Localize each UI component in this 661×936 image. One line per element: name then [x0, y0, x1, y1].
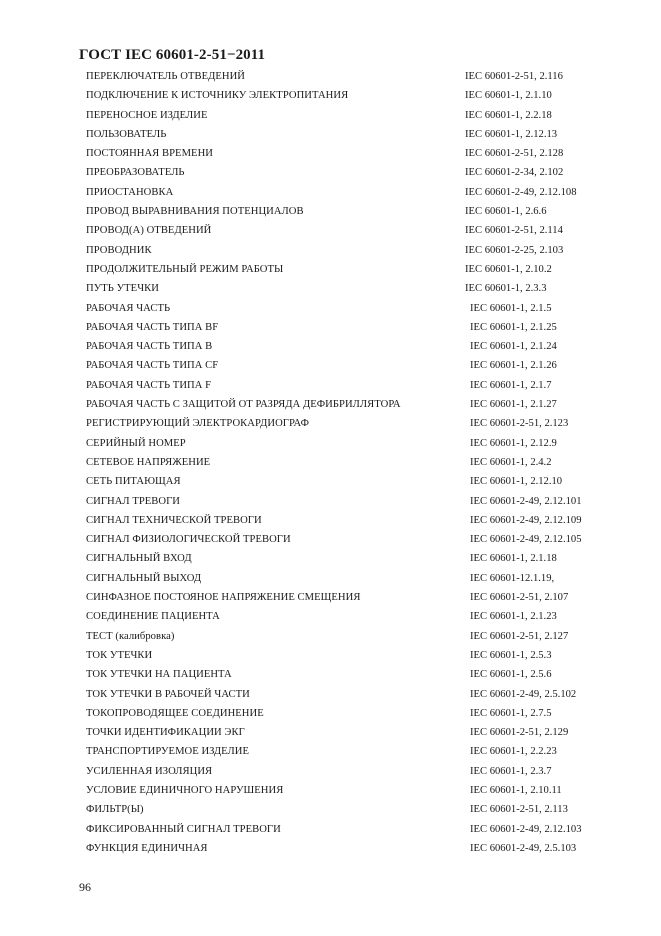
entry-reference: IEC 60601-1, 2.1.27 [470, 399, 557, 411]
entry-reference: IEC 60601-1, 2.12.13 [465, 128, 558, 140]
index-entry [0, 590, 661, 609]
index-entry [0, 629, 661, 648]
index-entry [0, 436, 661, 455]
entry-term: ФИЛЬТР(Ы) [86, 804, 144, 816]
entry-reference: IEC 60601-2-49, 2.12.108 [465, 186, 577, 198]
entry-reference: IEC 60601-1, 2.1.23 [470, 611, 557, 623]
entry-term: ПРОВОД ВЫРАВНИВАНИЯ ПОТЕНЦИАЛОВ [86, 206, 304, 218]
index-entry [0, 262, 661, 281]
entry-reference: IEC 60601-1, 2.10.11 [470, 784, 562, 796]
entry-reference: IEC 60601-2-34, 2.102 [465, 167, 564, 179]
entry-reference: IEC 60601-1, 2.1.10 [465, 90, 552, 102]
entry-reference: IEC 60601-1, 2.12.9 [470, 437, 557, 449]
page-number: 96 [79, 880, 91, 894]
index-entry [0, 551, 661, 570]
index-entry [0, 339, 661, 358]
index-entry [0, 455, 661, 474]
entry-reference: IEC 60601-2-51, 2.113 [470, 804, 568, 816]
entry-reference: IEC 60601-2-49, 2.12.109 [470, 514, 582, 526]
entry-reference: IEC 60601-2-51, 2.107 [470, 592, 569, 604]
index-entry [0, 764, 661, 783]
entry-term: ПОЛЬЗОВАТЕЛЬ [86, 128, 167, 140]
entry-term: РАБОЧАЯ ЧАСТЬ С ЗАЩИТОЙ ОТ РАЗРЯДА ДЕФИБРИЛЛЯТОРА [86, 399, 401, 411]
entry-term: ПЕРЕКЛЮЧАТЕЛЬ ОТВЕДЕНИЙ [86, 71, 245, 82]
entry-reference: IEC 60601-2-51, 2.123 [470, 418, 569, 430]
entry-reference: IEC 60601-2-49, 2.12.101 [470, 495, 582, 507]
index-entry [0, 69, 661, 88]
entry-term: УСИЛЕННАЯ ИЗОЛЯЦИЯ [86, 765, 213, 777]
entry-term: СИГНАЛ ТЕХНИЧЕСКОЙ ТРЕВОГИ [86, 514, 262, 526]
entry-term: РАБОЧАЯ ЧАСТЬ [86, 302, 171, 314]
entry-term: СОЕДИНЕНИЕ ПАЦИЕНТА [86, 611, 220, 623]
index-entry [0, 204, 661, 223]
index-entry [0, 88, 661, 107]
index-entry [0, 127, 661, 146]
index-entry [0, 571, 661, 590]
entry-term: РЕГИСТРИРУЮЩИЙ ЭЛЕКТРОКАРДИОГРАФ [86, 418, 310, 430]
index-entry [0, 532, 661, 551]
entry-reference: IEC 60601-2-49, 2.12.105 [470, 534, 582, 546]
entry-reference: IEC 60601-1, 2.1.25 [470, 321, 557, 333]
entry-reference: IEC 60601-1, 2.1.26 [470, 360, 557, 372]
index-entry [0, 301, 661, 320]
entry-term: РАБОЧАЯ ЧАСТЬ ТИПА BF [86, 321, 219, 333]
entry-reference: IEC 60601-1, 2.1.24 [470, 341, 557, 353]
entry-term: ПРОДОЛЖИТЕЛЬНЫЙ РЕЖИМ РАБОТЫ [86, 263, 284, 275]
entry-term: СИГНАЛЬНЫЙ ВХОД [86, 553, 192, 565]
entry-reference: IEC 60601-1, 2.3.7 [470, 765, 552, 777]
entry-term: ПРЕОБРАЗОВАТЕЛЬ [86, 167, 185, 179]
index-entry [0, 320, 661, 339]
entry-term: ТОЧКИ ИДЕНТИФИКАЦИИ ЭКГ [86, 727, 245, 739]
index-entry [0, 223, 661, 242]
index-entry [0, 108, 661, 127]
entry-term: ФИКСИРОВАННЫЙ СИГНАЛ ТРЕВОГИ [86, 823, 281, 835]
entry-reference: IEC 60601-2-49, 2.5.103 [470, 842, 577, 854]
index-entry [0, 687, 661, 706]
entry-reference: IEC 60601-1, 2.6.6 [465, 206, 547, 218]
index-entry [0, 358, 661, 377]
entry-reference: IEC 60601-1, 2.2.18 [465, 109, 552, 121]
entry-reference: IEC 60601-1, 2.3.3 [465, 283, 547, 295]
entry-reference: IEC 60601-1, 2.5.6 [470, 669, 552, 681]
entry-reference: IEC 60601-1, 2.1.5 [470, 302, 552, 314]
entry-reference: IEC 60601-2-51, 2.114 [465, 225, 563, 237]
entry-term: СЕТЬ ПИТАЮЩАЯ [86, 476, 181, 488]
entry-reference: IEC 60601-2-25, 2.103 [465, 244, 564, 256]
entry-reference: IEC 60601-1, 2.4.2 [470, 456, 552, 468]
entry-reference: IEC 60601-1, 2.10.2 [465, 263, 552, 275]
document-header: ГОСТ IEC 60601-2-51−2011 [79, 47, 266, 63]
index-entry [0, 243, 661, 262]
entry-term: ПРОВОД(А) ОТВЕДЕНИЙ [86, 225, 212, 237]
entry-term: ТОКОПРОВОДЯЩЕЕ СОЕДИНЕНИЕ [86, 707, 264, 719]
entry-term: РАБОЧАЯ ЧАСТЬ ТИПА F [86, 379, 212, 391]
index-entry [0, 146, 661, 165]
entry-term: СЕРИЙНЫЙ НОМЕР [86, 437, 186, 449]
index-entry [0, 416, 661, 435]
index-entry [0, 706, 661, 725]
entry-term: СИНФАЗНОЕ ПОСТОЯНОЕ НАПРЯЖЕНИЕ СМЕЩЕНИЯ [86, 592, 361, 604]
index-entry [0, 725, 661, 744]
entry-term: ТОК УТЕЧКИ В РАБОЧЕЙ ЧАСТИ [86, 688, 250, 700]
index-entry [0, 378, 661, 397]
entry-reference: IEC 60601-1, 2.1.18 [470, 553, 557, 565]
index-entry [0, 513, 661, 532]
entry-term: ПЕРЕНОСНОЕ ИЗДЕЛИЕ [86, 109, 208, 121]
entry-reference: IEC 60601-1, 2.5.3 [470, 649, 552, 661]
index-entry [0, 802, 661, 821]
entry-term: ТЕСТ (калибровка) [86, 630, 175, 642]
index-entry [0, 165, 661, 184]
entry-term: РАБОЧАЯ ЧАСТЬ ТИПА B [86, 341, 213, 353]
entry-reference: IEC 60601-2-51, 2.127 [470, 630, 569, 642]
entry-term: ТОК УТЕЧКИ НА ПАЦИЕНТА [86, 669, 232, 681]
entry-reference: IEC 60601-2-51, 2.116 [465, 71, 563, 82]
index-entry [0, 397, 661, 416]
entry-reference: IEC 60601-2-49, 2.12.103 [470, 823, 582, 835]
entry-term: ПОСТОЯННАЯ ВРЕМЕНИ [86, 148, 213, 160]
entry-term: ПРОВОДНИК [86, 244, 152, 256]
index-entry [0, 494, 661, 513]
entry-reference: IEC 60601-1, 2.12.10 [470, 476, 563, 488]
index-entry [0, 185, 661, 204]
index-entry [0, 667, 661, 686]
entry-term: СИГНАЛЬНЫЙ ВЫХОД [86, 572, 202, 584]
entry-term: УСЛОВИЕ ЕДИНИЧНОГО НАРУШЕНИЯ [86, 784, 284, 796]
index-entry [0, 822, 661, 841]
entry-term: СИГНАЛ ФИЗИОЛОГИЧЕСКОЙ ТРЕВОГИ [86, 534, 291, 546]
entry-term: ТРАНСПОРТИРУЕМОЕ ИЗДЕЛИЕ [86, 746, 249, 758]
term-index-list [0, 69, 661, 860]
entry-reference: IEC 60601-2-51, 2.129 [470, 727, 569, 739]
entry-term: ПРИОСТАНОВКА [86, 186, 174, 198]
entry-reference: IEC 60601-12.1.19, [470, 572, 555, 584]
entry-term: ТОК УТЕЧКИ [86, 649, 153, 661]
index-entry [0, 841, 661, 860]
entry-term: ФУНКЦИЯ ЕДИНИЧНАЯ [86, 842, 208, 854]
entry-reference: IEC 60601-1, 2.2.23 [470, 746, 557, 758]
entry-term: РАБОЧАЯ ЧАСТЬ ТИПА CF [86, 360, 219, 372]
entry-term: ПОДКЛЮЧЕНИЕ К ИСТОЧНИКУ ЭЛЕКТРОПИТАНИЯ [86, 90, 349, 102]
index-entry [0, 474, 661, 493]
entry-reference: IEC 60601-1, 2.7.5 [470, 707, 552, 719]
index-entry [0, 648, 661, 667]
index-entry [0, 609, 661, 628]
index-entry [0, 281, 661, 300]
entry-reference: IEC 60601-1, 2.1.7 [470, 379, 552, 391]
entry-term: СИГНАЛ ТРЕВОГИ [86, 495, 181, 507]
index-entry [0, 744, 661, 763]
entry-term: ПУТЬ УТЕЧКИ [86, 283, 159, 295]
index-entry [0, 783, 661, 802]
entry-reference: IEC 60601-2-51, 2.128 [465, 148, 564, 160]
entry-reference: IEC 60601-2-49, 2.5.102 [470, 688, 577, 700]
entry-term: СЕТЕВОЕ НАПРЯЖЕНИЕ [86, 456, 211, 468]
